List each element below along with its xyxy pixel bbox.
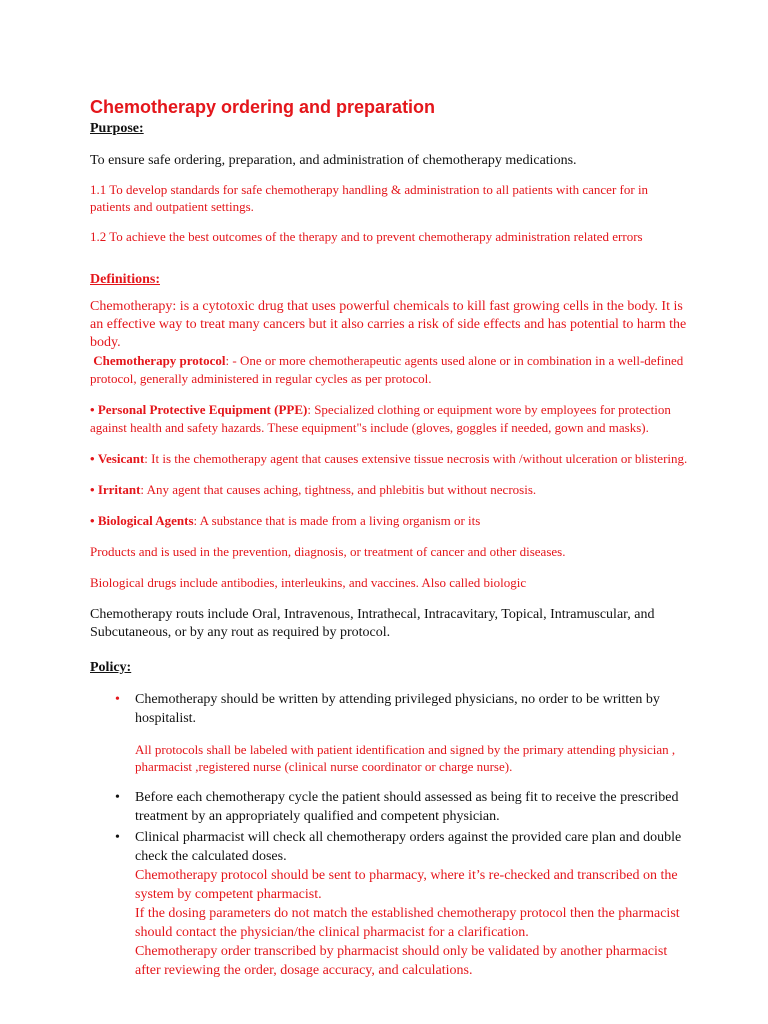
policy-heading: Policy: [90, 660, 132, 675]
definition-irritant-term: Irritant [97, 482, 141, 497]
definition-vesicant-term: Vesicant [97, 451, 145, 466]
definition-biological [90, 512, 690, 530]
definition-biological-line-3: Biological drugs include antibodies, interleukins, and vaccines. Also called biologic [90, 575, 527, 590]
policy-item-3-text: Clinical pharmacist will check all chemotherapy orders against the provided care plan and double check the calculated doses. [135, 830, 682, 864]
policy-item-1 [90, 690, 690, 775]
definition-biological-line-2: Products and is used in the prevention, diagnosis, or treatment of cancer and other diseases. [90, 544, 566, 559]
definition-protocol-term: Chemotherapy protocol [93, 353, 226, 368]
policy-item-3 [90, 828, 690, 980]
purpose-goal-2: 1.2 To achieve the best outcomes of the therapy and to prevent chemotherapy administration related errors [90, 229, 643, 244]
purpose-goal-1: 1.1 To develop standards for safe chemotherapy handling & administration to all patients with cancer for in patients and outpatient settings. [90, 182, 649, 214]
routes-paragraph: Chemotherapy routs include Oral, Intravenous, Intrathecal, Intracavitary, Topical, Intramuscular, and Subcutaneous, or by any rout as required by protocol. [90, 607, 655, 640]
bullet-icon: • [90, 513, 95, 528]
policy-item-3-note-1: Chemotherapy protocol should be sent to pharmacy, where it’s re-checked and transcribed on the system by competent pharmacist. [135, 868, 678, 902]
definition-protocol [90, 352, 690, 388]
definition-ppe-text: : Specialized clothing or equipment wore by employees for protection against health and safety hazards. These equipment"s include (gloves, goggles if needed, gown and masks). [90, 402, 671, 435]
bullet-icon: • [90, 451, 95, 466]
policy-item-3-note-3: Chemotherapy order transcribed by pharmacist should only be validated by another pharmacist after reviewing the order, dosage accuracy, and calculations. [135, 944, 668, 978]
purpose-intro: To ensure safe ordering, preparation, and administration of chemotherapy medications. [90, 153, 577, 168]
policy-item-1-text: Chemotherapy should be written by attending privileged physicians, no order to be written by hospitalist. [135, 692, 660, 726]
bullet-icon: • [115, 790, 120, 805]
bullet-icon: • [90, 402, 95, 417]
definition-irritant [90, 481, 690, 499]
definition-chemotherapy: Chemotherapy: is a cytotoxic drug that uses powerful chemicals to kill fast growing cells in the body. It is an effective way to treat many cancers but it also carries a risk of side effects and has potential to harm the body. [90, 299, 687, 350]
document-title: Chemotherapy ordering and preparation [90, 97, 436, 117]
definition-biological-term: Biological Agents [97, 513, 194, 528]
definition-protocol-text: : - One or more chemotherapeutic agents used alone or in combination in a well-defined protocol, generally administered in regular cycles as per protocol. [90, 353, 684, 386]
policy-item-1-note: All protocols shall be labeled with patient identification and signed by the primary attending physician , pharmacist ,registered nurse (clinical nurse coordinator or charge nurse). [135, 742, 676, 774]
definition-ppe [90, 401, 690, 437]
bullet-icon: • [115, 830, 120, 845]
definition-irritant-text: : Any agent that causes aching, tightness, and phlebitis but without necrosis. [140, 482, 537, 497]
policy-item-2 [90, 788, 690, 826]
policy-list [90, 690, 690, 980]
definition-vesicant [90, 450, 690, 468]
document-page [90, 96, 690, 980]
bullet-icon: • [115, 692, 120, 707]
definition-vesicant-text: : It is the chemotherapy agent that causes extensive tissue necrosis with /without ulceration or blistering. [144, 451, 688, 466]
policy-item-3-note-2: If the dosing parameters do not match the established chemotherapy protocol then the pharmacist should contact the physician/the clinical pharmacist for a clarification. [135, 906, 680, 940]
definitions-heading: Definitions: [90, 272, 160, 287]
policy-item-2-text: Before each chemotherapy cycle the patient should assessed as being fit to receive the prescribed treatment by an appropriately qualified and competent physician. [135, 790, 679, 824]
purpose-heading: Purpose: [90, 121, 144, 136]
definition-biological-text: : A substance that is made from a living organism or its [193, 513, 481, 528]
definition-ppe-term: Personal Protective Equipment (PPE) [97, 402, 308, 417]
bullet-icon: • [90, 482, 95, 497]
